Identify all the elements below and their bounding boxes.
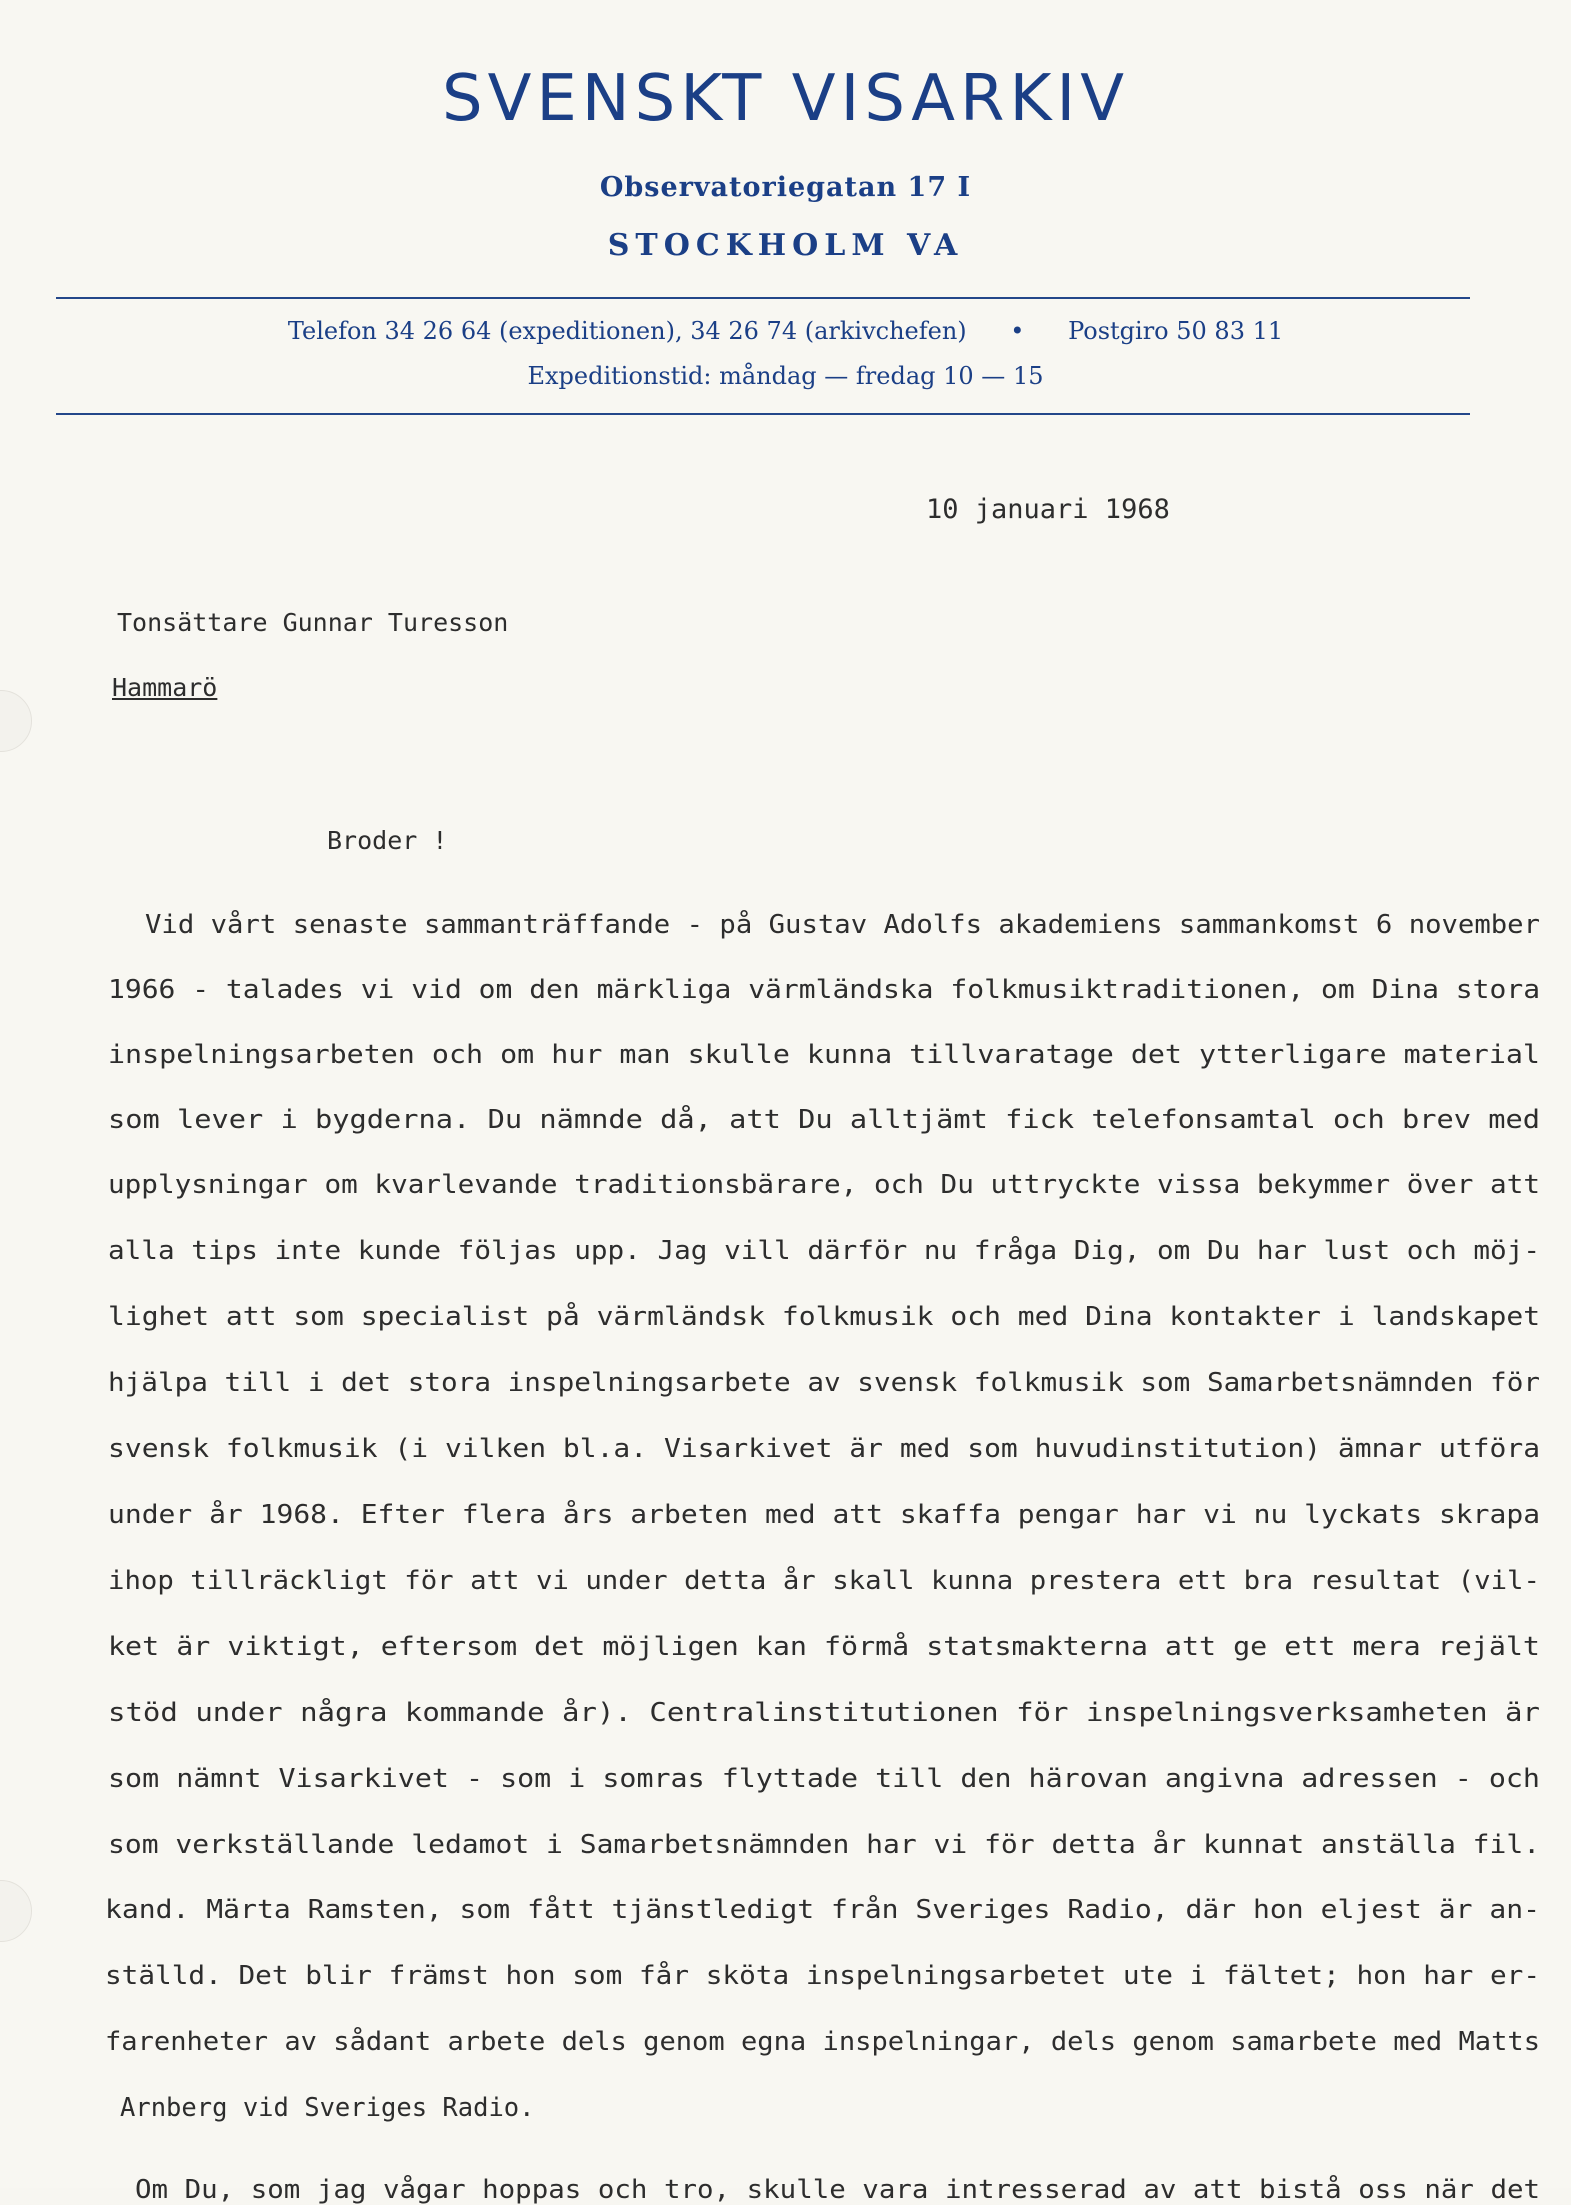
letter-body-line: inspelningsarbeten och om hur man skulle kunna tillvaratage det ytterligare material (108, 1040, 1540, 1070)
letterhead-rule-top (56, 297, 1470, 299)
letter-recipient: Tonsättare Gunnar Turesson (117, 608, 509, 637)
letter-body-line: upplysningar om kvarlevande traditionsbärare, och Du uttryckte vissa bekymmer över att (108, 1170, 1541, 1200)
punch-hole (0, 1880, 32, 1942)
letter-body-line: 1966 - talades vi vid om den märkliga värmländska folkmusiktraditionen, om Dina stora (108, 975, 1541, 1005)
bullet-separator: • (1010, 317, 1025, 345)
letterhead-name: SVENSKT VISARKIV (441, 62, 1130, 136)
letter-body-line: farenheter av sådant arbete dels genom egna inspelningar, dels genom samarbete med Matts (105, 2027, 1541, 2057)
letter-body-line: hjälpa till i det stora inspelningsarbete av svensk folkmusik som Samarbetsnämnden för (108, 1368, 1541, 1398)
letter-body-line: ket är viktigt, eftersom det möjligen kan förmå statsmakterna att ge ett mera rejält (108, 1632, 1540, 1662)
letter-body-line: som verkställande ledamot i Samarbetsnämnden har vi för detta år kunnat anställa fil. (108, 1830, 1541, 1860)
letterhead-rule-bottom (56, 413, 1470, 415)
letter-body-line: stöd under några kommande år). Centralinstitutionen för inspelningsverksamheten är (108, 1698, 1540, 1728)
letter-body-line: ihop tillräckligt för att vi under detta år skall kunna prestera ett bra resultat (vil- (108, 1566, 1540, 1596)
letterhead-city: STOCKHOLM VA (607, 228, 964, 263)
letterhead-hours: Expeditionstid: måndag — fredag 10 — 15 (527, 362, 1044, 390)
letter-body-line: ställd. Det blir främst hon som får sköta inspelningsarbetet ute i fältet; hon har er- (105, 1961, 1541, 1991)
letter-body-line: svensk folkmusik (i vilken bl.a. Visarkivet är med som huvudinstitution) ämnar utföra (108, 1434, 1541, 1464)
letter-body-line: Arnberg vid Sveriges Radio. (120, 2093, 535, 2123)
letter-body-line: kand. Märta Ramsten, som fått tjänstledigt från Sveriges Radio, där hon eljest är an- (105, 1895, 1541, 1925)
letterhead-street: Observatoriegatan 17 I (599, 172, 972, 203)
letter-body-line: lighet att som specialist på värmländsk folkmusik och med Dina kontakter i landskapet (108, 1302, 1541, 1332)
letter-salutation: Broder ! (327, 826, 448, 855)
letter-body-line: under år 1968. Efter flera års arbeten med att skaffa pengar har vi nu lyckats skrapa (108, 1500, 1541, 1530)
letterhead-phone: Telefon 34 26 64 (expeditionen), 34 26 74 (arkivchefen) (287, 317, 967, 345)
letterhead-contact-row (0, 317, 1571, 345)
letter-body-line: Om Du, som jag vågar hoppas och tro, skulle vara intresserad av att bistå oss när det (135, 2175, 1541, 2205)
letter-place: Hammarö (112, 673, 218, 702)
letter-body-line: alla tips inte kunde följas upp. Jag vill därför nu fråga Dig, om Du har lust och möj- (108, 1236, 1541, 1266)
punch-hole (0, 690, 32, 752)
letter-date: 10 januari 1968 (926, 494, 1170, 525)
letterhead-postgiro: Postgiro 50 83 11 (1068, 317, 1284, 345)
letter-body-line: Vid vårt senaste sammanträffande - på Gustav Adolfs akademiens sammankomst 6 november (145, 910, 1540, 940)
letter-body-line: som lever i bygderna. Du nämnde då, att Du alltjämt fick telefonsamtal och brev med (108, 1105, 1541, 1135)
letter-body-line: som nämnt Visarkivet - som i somras flyttade till den härovan angivna adressen - och (108, 1764, 1540, 1794)
